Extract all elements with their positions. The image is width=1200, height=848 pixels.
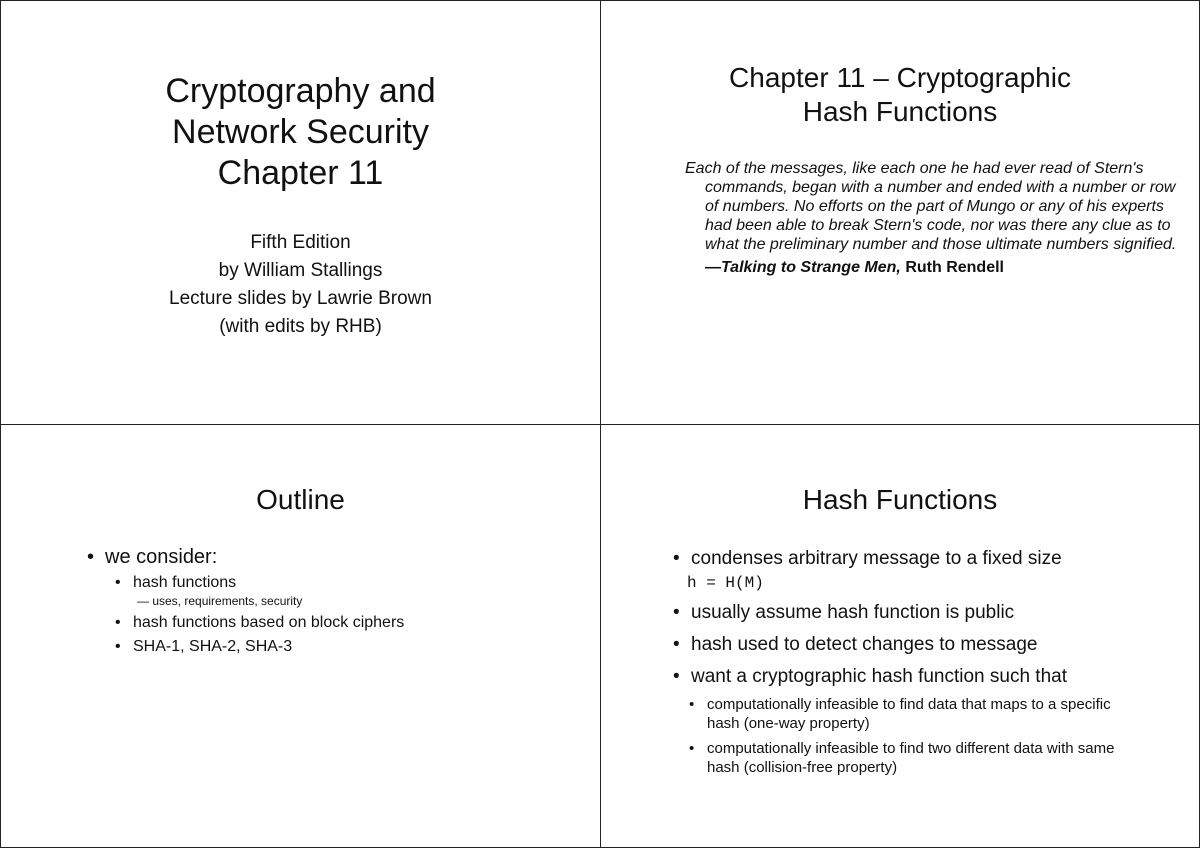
edits-text: (with edits by RHB): [219, 316, 382, 337]
bullet-text: • condenses arbitrary message to a fixed size: [673, 547, 1143, 571]
list-item: [673, 547, 1143, 593]
list-item: [115, 637, 567, 657]
edition-text: Fifth Edition: [250, 232, 351, 253]
slide-title-page: [0, 0, 601, 425]
list-item: — uses, requirements, security: [137, 594, 303, 608]
title-line: Chapter 11: [217, 154, 384, 192]
list-item: [673, 601, 1143, 625]
bullet-text: • SHA-1, SHA-2, SHA-3: [115, 637, 567, 657]
bullet-list: [673, 547, 1143, 785]
title-line: Cryptography and: [165, 72, 436, 110]
bullet-text: • hash functions based on block ciphers: [115, 613, 567, 633]
list-item: [87, 545, 567, 657]
author-text: by William Stallings: [218, 260, 383, 281]
sub-sub-list: [137, 593, 567, 609]
sub-list: [115, 573, 567, 657]
attribution-author: Ruth Rendell: [900, 259, 1004, 276]
slide-outline: [0, 424, 601, 848]
quote-text: Each of the messages, like each one he had ever read of Stern's commands, began with a number and ended with a number or row of numbers. No efforts on the part of Mungo or any of his experts had been able to break Stern's code, nor was there any clue as to what the preliminary number and those ultimate numbers signified.: [685, 160, 1177, 253]
title-line: Network Security: [172, 113, 429, 151]
slide-title: Hash Functions: [802, 484, 998, 515]
slide-title: [601, 61, 1199, 129]
list-item: • computationally infeasible to find two different data with same hash (collision-free property): [689, 739, 1143, 777]
list-item: [115, 573, 567, 609]
bullet-text: • hash functions: [115, 573, 567, 593]
slide-chapter-intro: [600, 0, 1200, 425]
bullet-text: • want a cryptographic hash function such that: [673, 665, 1143, 689]
title-line: Chapter 11 – Cryptographic: [729, 62, 1071, 93]
lecture-slides-text: Lecture slides by Lawrie Brown: [169, 288, 432, 309]
bullet-text: • usually assume hash function is public: [673, 601, 1143, 625]
attribution-dash: —: [705, 259, 721, 276]
bullet-text: • we consider:: [87, 545, 567, 569]
bullet-text: • hash used to detect changes to message: [673, 633, 1143, 657]
slide-title: [1, 71, 600, 194]
list-item: [673, 633, 1143, 657]
attribution-work: Talking to Strange Men,: [721, 259, 901, 276]
list-item: [673, 665, 1143, 777]
outline-list: [87, 545, 567, 661]
sub-list: [689, 695, 1143, 777]
slide-hash-functions: [600, 424, 1200, 848]
hash-formula: h = H(M): [687, 574, 764, 592]
list-item: [115, 613, 567, 633]
slide-title: Outline: [256, 484, 345, 515]
quote-attribution: [705, 258, 1185, 277]
title-line: Hash Functions: [802, 96, 998, 127]
epigraph-quote: [685, 159, 1185, 277]
list-item: • computationally infeasible to find data that maps to a specific hash (one-way property): [689, 695, 1143, 733]
slide-subtitle: [1, 229, 600, 341]
